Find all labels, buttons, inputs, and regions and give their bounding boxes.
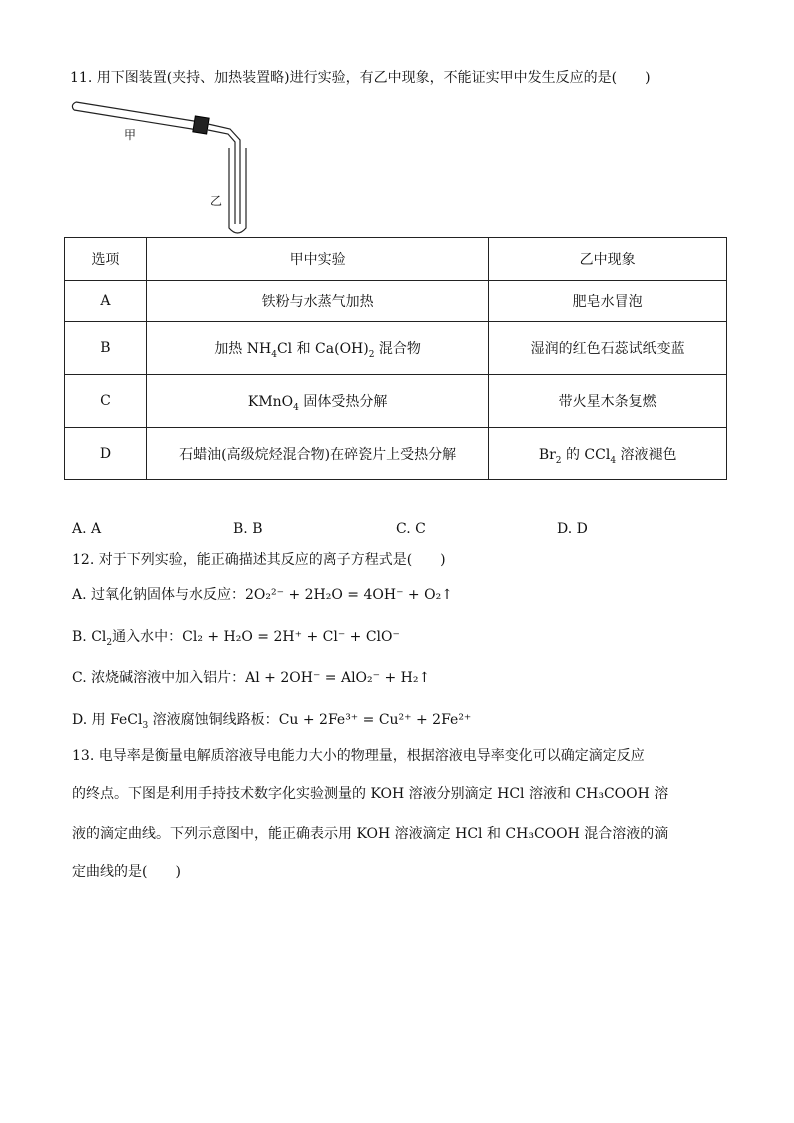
q11-option-d[interactable]: D. D <box>557 521 588 537</box>
q13-line-4: 定曲线的是( ) <box>72 864 181 880</box>
label-jia: 甲 <box>124 128 137 142</box>
row-jia: 加热 $NH_4Cl$ 和 $Ca(OH)_2$ 混合物 <box>146 322 488 375</box>
table-row <box>65 428 727 480</box>
q12-option-d[interactable]: D. 用 FeCl$_3$ 溶液腐蚀铜线路板：Cu + 2Fe³⁺ = Cu²⁺ + 2Fe²⁺ <box>72 712 472 731</box>
row-option: B <box>65 322 147 375</box>
q13-line-1: 13. 电导率是衡量电解质溶液导电能力大小的物理量，根据溶液电导率变化可以确定滴定反应 <box>72 748 645 764</box>
row-jia: KMnO$_4$ 固体受热分解 <box>146 375 488 428</box>
q12-option-c[interactable]: C. 浓烧碱溶液中加入铝片：Al + 2OH⁻ = AlO₂⁻ + H₂↑ <box>72 670 431 686</box>
row-yi: $Br_2$ 的 CCl$_4$ 溶液褪色 <box>489 428 727 480</box>
row-jia: 铁粉与水蒸气加热 <box>146 281 488 322</box>
header-option: 选项 <box>65 238 147 281</box>
experiment-table <box>64 237 727 480</box>
equation-b: Cl₂ + H₂O = 2H⁺ + Cl⁻ + ClO⁻ <box>182 629 400 645</box>
row-jia: 石蜡油(高级烷烃混合物)在碎瓷片上受热分解 <box>146 428 488 480</box>
q11-option-c[interactable]: C. C <box>396 521 426 537</box>
table-row <box>65 322 727 375</box>
q13-line-2: 的终点。下图是利用手持技术数字化实验测量的 KOH 溶液分别滴定 HCl 溶液和 CH₃COOH 溶 <box>72 786 669 802</box>
q11-stem: 11. 用下图装置(夹持、加热装置略)进行实验，有乙中现象，不能证实甲中发生反应的是( ) <box>70 70 651 86</box>
q11-option-b[interactable]: B. B <box>233 521 263 537</box>
row-option: A <box>65 281 147 322</box>
table-header-row <box>65 238 727 281</box>
row-yi: 带火星木条复燃 <box>489 375 727 428</box>
q13-line-3: 液的滴定曲线。下列示意图中，能正确表示用 KOH 溶液滴定 HCl 和 CH₃COOH 混合溶液的滴 <box>72 826 669 842</box>
row-option: C <box>65 375 147 428</box>
row-yi: 肥皂水冒泡 <box>489 281 727 322</box>
q12-stem: 12. 对于下列实验，能正确描述其反应的离子方程式是( ) <box>72 552 446 568</box>
table-row <box>65 281 727 322</box>
apparatus-figure <box>68 96 258 236</box>
apparatus-drawing <box>68 96 258 236</box>
q12-option-b[interactable]: B. $Cl_2$通入水中：Cl₂ + H₂O = 2H⁺ + Cl⁻ + ClO⁻ <box>72 629 400 648</box>
q11-option-a[interactable]: A. A <box>72 521 102 537</box>
row-option: D <box>65 428 147 480</box>
equation-d: Cu + 2Fe³⁺ = Cu²⁺ + 2Fe²⁺ <box>278 712 472 728</box>
table-row <box>65 375 727 428</box>
header-yi: 乙中现象 <box>489 238 727 281</box>
q12-option-a[interactable]: A. 过氧化钠固体与水反应：2O₂²⁻ + 2H₂O = 4OH⁻ + O₂↑ <box>72 587 453 603</box>
row-yi: 湿润的红色石蕊试纸变蓝 <box>489 322 727 375</box>
equation-c: Al + 2OH⁻ = AlO₂⁻ + H₂↑ <box>245 670 431 686</box>
header-jia: 甲中实验 <box>146 238 488 281</box>
label-yi: 乙 <box>210 194 223 208</box>
equation-a: 2O₂²⁻ + 2H₂O = 4OH⁻ + O₂↑ <box>245 587 453 603</box>
